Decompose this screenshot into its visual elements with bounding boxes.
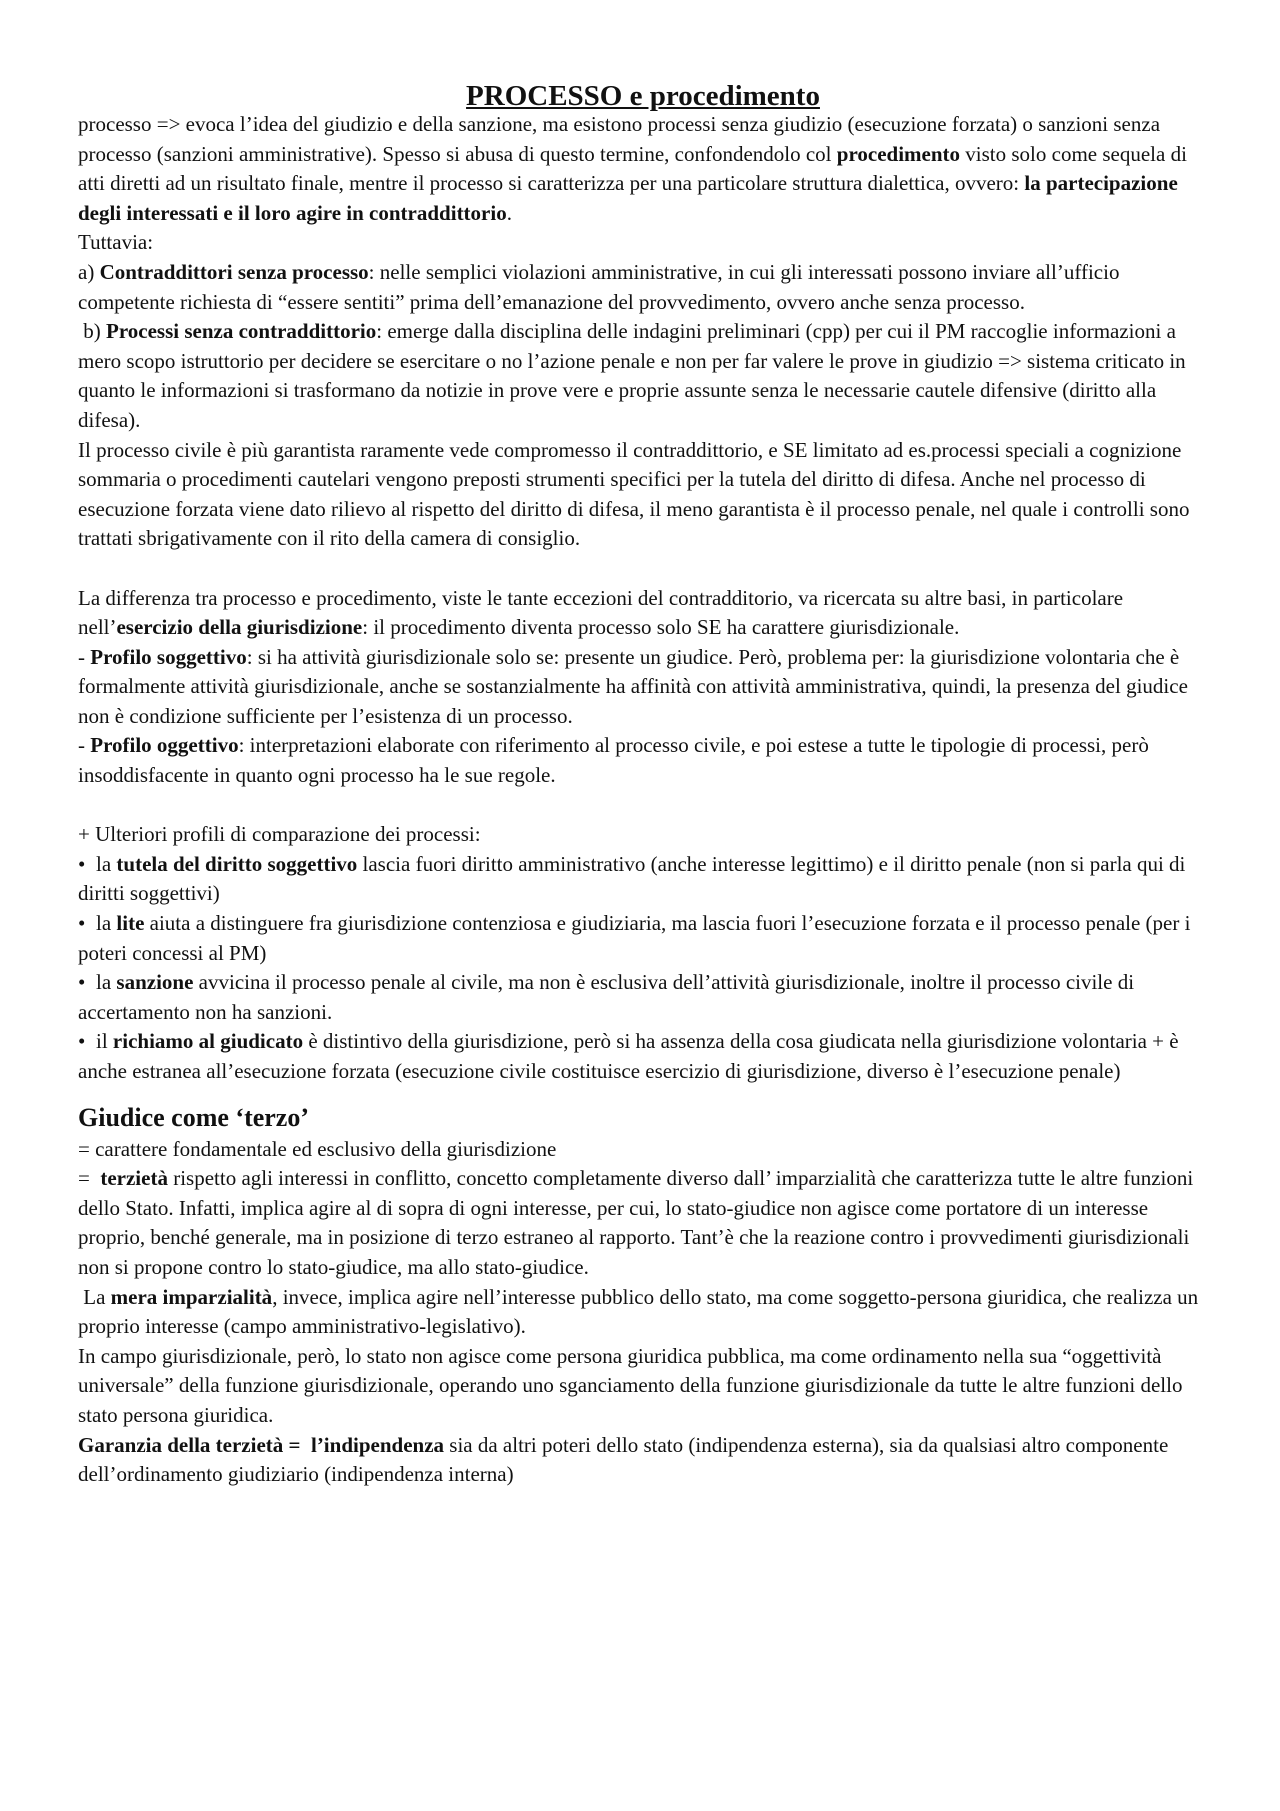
bullet-icon: • xyxy=(78,1029,86,1054)
civile-paragraph: Il processo civile è più garantista raramente vede compromesso il contraddittorio, e SE limitato ad es.processi speciali a cognizione sommaria o procedimenti cautelari vengono preposti strumenti specifici per la tutela del diritto di difesa. Anche nel processo di esecuzione forzata viene dato rilievo al rispetto del diritto di difesa, il meno garantista è il processo penale, nel quale i controlli sono trattati sbrigativamente con il rito della camera di consiglio. xyxy=(78,437,1190,551)
bullet-item: • il richiamo al giudicato è distintivo della giurisdizione, però si ha assenza della cosa giudicata nella giurisdizione volontaria + è anche estranea all’esecuzione forzata (esecuzione civile costituisce esercizio di giurisdizione, diverso è l’esecuzione penale) xyxy=(78,1029,1179,1083)
imparzialita-paragraph: La mera imparzialità, invece, implica agire nell’interesse pubblico dello stato, ma come soggetto-persona giuridica, che realizza un proprio interesse (campo amministrativo-legislativo). xyxy=(78,1284,1199,1339)
bold-term: Contraddittori senza processo xyxy=(99,259,369,284)
bold-term: lite xyxy=(116,911,145,936)
bold-term: richiamo al giudicato xyxy=(112,1029,304,1054)
bullet-item: • la tutela del diritto soggettivo lascia fuori diritto amministrativo (anche interesse legittimo) e il diritto penale (non si parla qui di diritti soggettivi) xyxy=(78,851,1186,906)
terzieta-paragraph: = terzietà rispetto agli interessi in conflitto, concetto completamente diverso dall’ imparzialità che caratterizza tutte le altre funzioni dello Stato. Infatti, implica agire al di sopra di ogni interesse, per cui, lo stato-giudice non agisce come portatore di un interesse proprio, benché generale, ma in posizione di terzo estraneo al rapporto. Tant’è che la reazione contro i provvedimenti giurisdizionali non si propone contro lo stato-giudice, ma allo stato-giudice. xyxy=(78,1166,1194,1279)
campo-paragraph: In campo giurisdizionale, però, lo stato non agisce come persona giuridica pubblica, ma come ordinamento nella sua “oggettività universale” della funzione giurisdizionale, operando uno sganciamento della funzione giurisdizionale da tutte le altre funzioni dello stato persona giuridica. xyxy=(78,1343,1183,1427)
bold-term: terzietà xyxy=(100,1166,168,1191)
bold-term: sanzione xyxy=(116,970,194,995)
item-b-paragraph: b) Processi senza contraddittorio: emerge dalla disciplina delle indagini preliminari (cpp) per cui il PM raccoglie informazioni a mero scopo istruttorio per decidere se esercitare o no l’azione penale e non per far valere le prove in giudizio => sistema criticato in quanto le informazioni si trasformano da notizie in prove vere e proprie assunte senza le necessarie cautele difensive (diritto alla difesa). xyxy=(78,319,1186,432)
bold-term: mera imparzialità xyxy=(110,1284,273,1309)
blank-line xyxy=(78,554,1208,584)
bold-term: la partecipazione degli interessati e il loro agire in contraddittorio xyxy=(78,171,1178,225)
item-a-paragraph: a) Contraddittori senza processo: nelle semplici violazioni amministrative, in cui gli interessati possono inviare all’ufficio competente richiesta di “essere sentiti” prima dell’emanazione del provvedimento, ovvero anche senza processo. xyxy=(78,259,1120,314)
differenza-paragraph: La differenza tra processo e procedimento, viste le tante eccezioni del contradditorio, va ricercata su altre basi, in particolare nell’esercizio della giurisdizione: il procedimento diventa processo solo SE ha carattere giurisdizionale. xyxy=(78,585,1124,640)
bullet-item: • la sanzione avvicina il processo penale al civile, ma non è esclusiva dell’attività giurisdizionale, inoltre il processo civile di accertamento non ha sanzioni. xyxy=(78,970,1135,1024)
giudice-line: = carattere fondamentale ed esclusivo della giurisdizione xyxy=(78,1136,557,1161)
bold-term: Profilo oggettivo xyxy=(90,733,239,758)
bold-term: Processi senza contraddittorio xyxy=(106,319,377,344)
bullet-icon: • xyxy=(78,970,86,995)
intro-paragraph: processo => evoca l’idea del giudizio e della sanzione, ma esistono processi senza giudizio (esecuzione forzata) o sanzioni senza processo (sanzioni amministrative). Spesso si abusa di questo termine, confondendolo col procedimento visto solo come sequela di atti diretti ad un risultato finale, mentre il processo si caratterizza per una particolare struttura dialettica, ovvero: la partecipazione degli interessati e il loro agire in contraddittorio. xyxy=(78,112,1187,225)
bullet-icon: • xyxy=(78,851,86,876)
bold-term: procedimento xyxy=(836,141,961,166)
blank-line xyxy=(78,791,1208,821)
bullet-item: • la lite aiuta a distinguere fra giurisdizione contenziosa e giudiziaria, ma lascia fuori l’esecuzione forzata e il processo penale (per i poteri concessi al PM) xyxy=(78,911,1191,965)
page-title: PROCESSO e procedimento xyxy=(466,80,820,112)
garanzia-paragraph: Garanzia della terzietà = l’indipendenza sia da altri poteri dello stato (indipendenza esterna), sia da qualsiasi altro componente dell’ordinamento giudiziario (indipendenza interna) xyxy=(78,1432,1169,1487)
bold-term: Profilo soggettivo xyxy=(90,644,247,669)
tuttavia-line: Tuttavia: xyxy=(78,230,154,255)
bold-term: tutela del diritto soggettivo xyxy=(116,851,358,876)
bullet-icon: • xyxy=(78,911,86,936)
ulteriori-line: + Ulteriori profili di comparazione dei processi: xyxy=(78,822,481,847)
section-heading-giudice: Giudice come ‘terzo’ xyxy=(78,1102,310,1132)
bold-term: Garanzia della terzietà = l’indipendenza xyxy=(78,1432,445,1457)
bold-term: esercizio della giurisdizione xyxy=(116,615,363,640)
profilo-oggettivo-paragraph: - Profilo oggettivo: interpretazioni elaborate con riferimento al processo civile, e poi estese a tutte le tipologie di processi, però insoddisfacente in quanto ogni processo ha le sue regole. xyxy=(78,733,1149,788)
profilo-soggettivo-paragraph: - Profilo soggettivo: si ha attività giurisdizionale solo se: presente un giudice. Però, problema per: la giurisdizione volontaria che è formalmente attività giurisdizionale, anche se sostanzialmente ha affinità con attività amministrativa, quindi, la presenza del giudice non è condizione sufficiente per l’esistenza di un processo. xyxy=(78,644,1188,728)
